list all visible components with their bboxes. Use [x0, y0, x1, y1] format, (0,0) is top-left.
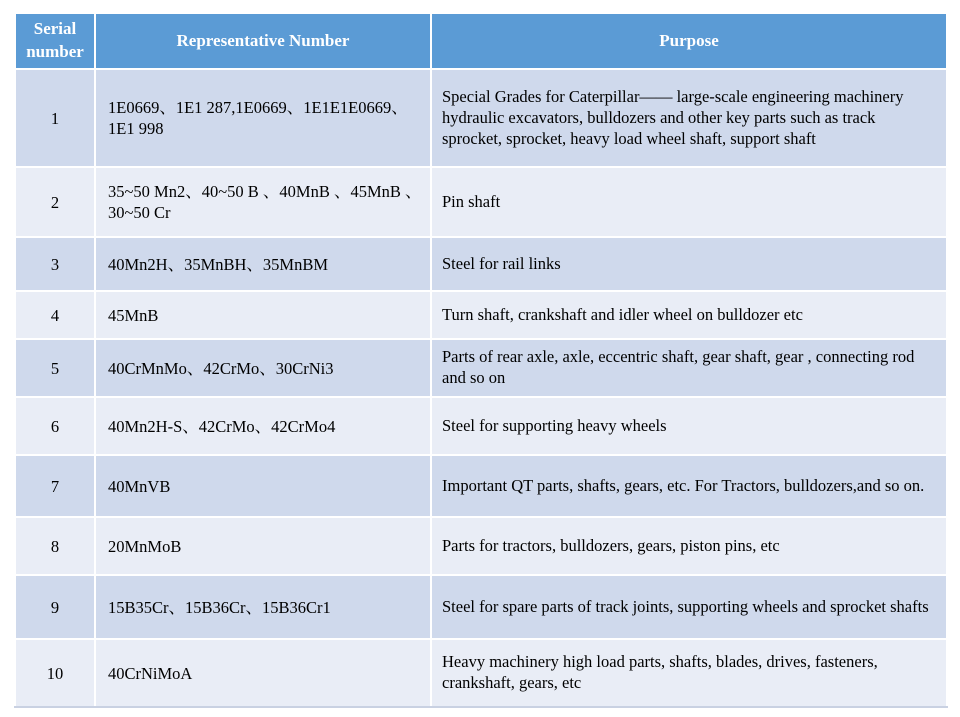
serial-number-cell: 2: [15, 167, 95, 237]
table-row: [15, 167, 947, 237]
representative-number-cell: 1E0669、1E1 287,1E0669、1E1E1E0669、1E1 998: [95, 69, 431, 167]
table-row: [15, 517, 947, 575]
representative-number-cell: 40Mn2H-S、42CrMo、42CrMo4: [95, 397, 431, 455]
table-row: [15, 397, 947, 455]
serial-number-cell: 7: [15, 455, 95, 517]
representative-number-cell: 35~50 Mn2、40~50 B 、40MnB 、45MnB 、30~50 Cr: [95, 167, 431, 237]
column-header-purpose: Purpose: [431, 13, 947, 69]
serial-number-cell: 9: [15, 575, 95, 639]
purpose-cell: Special Grades for Caterpillar—— large-scale engineering machinery hydraulic excavators, bulldozers and other key parts such as track sprocket, sprocket, heavy load wheel shaft, support shaft: [431, 69, 947, 167]
representative-number-cell: 15B35Cr、15B36Cr、15B36Cr1: [95, 575, 431, 639]
representative-number-cell: 40MnVB: [95, 455, 431, 517]
table-row: [15, 237, 947, 291]
serial-number-cell: 5: [15, 339, 95, 397]
table-row: [15, 455, 947, 517]
serial-number-cell: 8: [15, 517, 95, 575]
serial-number-cell: 3: [15, 237, 95, 291]
header-row: [15, 13, 947, 69]
serial-number-cell: 10: [15, 639, 95, 707]
table-row: [15, 639, 947, 707]
purpose-cell: Steel for supporting heavy wheels: [431, 397, 947, 455]
purpose-cell: Steel for spare parts of track joints, supporting wheels and sprocket shafts: [431, 575, 947, 639]
representative-number-cell: 45MnB: [95, 291, 431, 339]
purpose-cell: Important QT parts, shafts, gears, etc. For Tractors, bulldozers,and so on.: [431, 455, 947, 517]
purpose-cell: Turn shaft, crankshaft and idler wheel on bulldozer etc: [431, 291, 947, 339]
purpose-cell: Heavy machinery high load parts, shafts, blades, drives, fasteners, crankshaft, gears, etc: [431, 639, 947, 707]
purpose-cell: Steel for rail links: [431, 237, 947, 291]
table-row: [15, 339, 947, 397]
purpose-cell: Pin shaft: [431, 167, 947, 237]
column-header-serial-number: Serial number: [15, 13, 95, 69]
serial-number-cell: 1: [15, 69, 95, 167]
serial-number-cell: 4: [15, 291, 95, 339]
representative-number-cell: 40CrMnMo、42CrMo、30CrNi3: [95, 339, 431, 397]
serial-number-cell: 6: [15, 397, 95, 455]
purpose-cell: Parts for tractors, bulldozers, gears, piston pins, etc: [431, 517, 947, 575]
column-header-representative-number: Representative Number: [95, 13, 431, 69]
representative-number-cell: 40CrNiMoA: [95, 639, 431, 707]
representative-number-cell: 40Mn2H、35MnBH、35MnBM: [95, 237, 431, 291]
representative-number-cell: 20MnMoB: [95, 517, 431, 575]
table-row: [15, 291, 947, 339]
purpose-cell: Parts of rear axle, axle, eccentric shaft, gear shaft, gear , connecting rod and so on: [431, 339, 947, 397]
table-row: [15, 575, 947, 639]
table-row: [15, 69, 947, 167]
steel-grades-table: [14, 12, 948, 708]
